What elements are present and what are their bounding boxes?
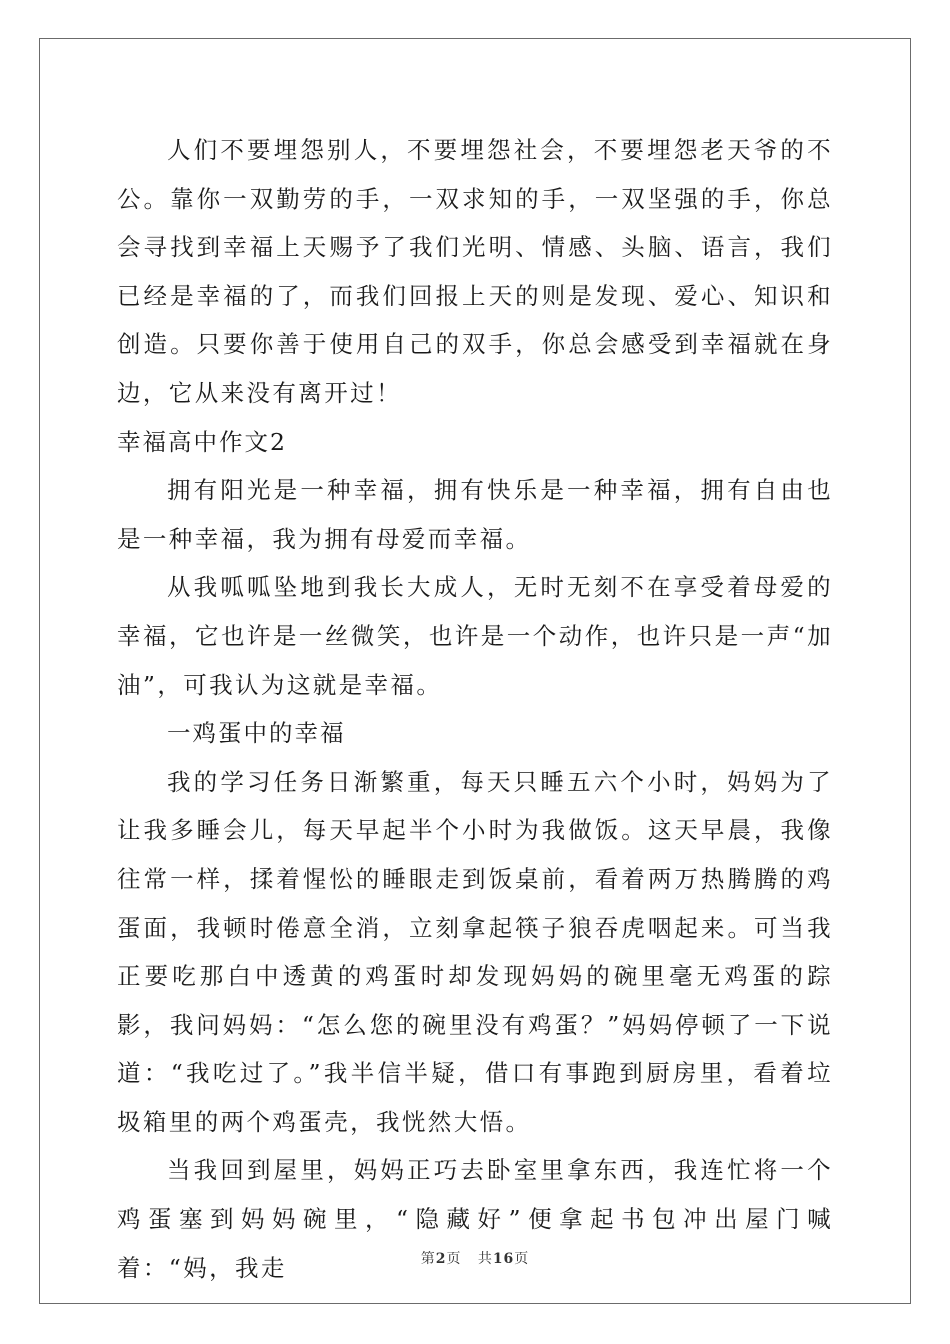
- paragraph-3: 从我呱呱坠地到我长大成人，无时无刻不在享受着母爱的幸福，它也许是一丝微笑，也许是一个动作，也许只是一声“加油”，可我认为这就是幸福。: [117, 573, 833, 699]
- footer-total-unit: 页: [514, 1251, 530, 1267]
- footer-total-pages: 16: [492, 1251, 515, 1267]
- section-heading: 幸福高中作文2: [117, 427, 287, 456]
- document-body: [117, 126, 833, 1292]
- subsection-heading: 一鸡蛋中的幸福: [167, 719, 346, 748]
- footer-page-number: 2: [435, 1251, 447, 1267]
- paragraph-4: 我的学习任务日渐繁重，每天只睡五六个小时，妈妈为了让我多睡会儿，每天早起半个小时为我做饭。这天早晨，我像往常一样，揉着惺忪的睡眼走到饭桌前，看着两万热腾腾的鸡蛋面，我顿时倦意全消，立刻拿起筷子狼吞虎咽起来。可当我正要吃那白中透黄的鸡蛋时却发现妈妈的碗里毫无鸡蛋的踪影，我问妈妈：“怎么您的碗里没有鸡蛋？”妈妈停顿了一下说道：“我吃过了。”我半信半疑，借口有事跑到厨房里，看着垃圾箱里的两个鸡蛋壳，我恍然大悟。: [117, 767, 833, 1136]
- footer-page-unit: 页: [446, 1251, 462, 1267]
- footer-total-prefix: 共: [477, 1251, 493, 1267]
- paragraph-5: 当我回到屋里，妈妈正巧去卧室里拿东西，我连忙将一个鸡蛋塞到妈妈碗里，“隐藏好”便拿起书包冲出屋门喊着：“妈，我走: [117, 1156, 833, 1282]
- footer-page-prefix: 第: [420, 1251, 436, 1267]
- page-footer: [0, 1248, 950, 1268]
- paragraph-2: 拥有阳光是一种幸福，拥有快乐是一种幸福，拥有自由也是一种幸福，我为拥有母爱而幸福。: [117, 476, 833, 553]
- paragraph-1: 人们不要埋怨别人，不要埋怨社会，不要埋怨老天爷的不公。靠你一双勤劳的手，一双求知的手，一双坚强的手，你总会寻找到幸福上天赐予了我们光明、情感、头脑、语言，我们已经是幸福的了，而我们回报上天的则是发现、爱心、知识和创造。只要你善于使用自己的双手，你总会感受到幸福就在身边，它从来没有离开过！: [117, 136, 833, 407]
